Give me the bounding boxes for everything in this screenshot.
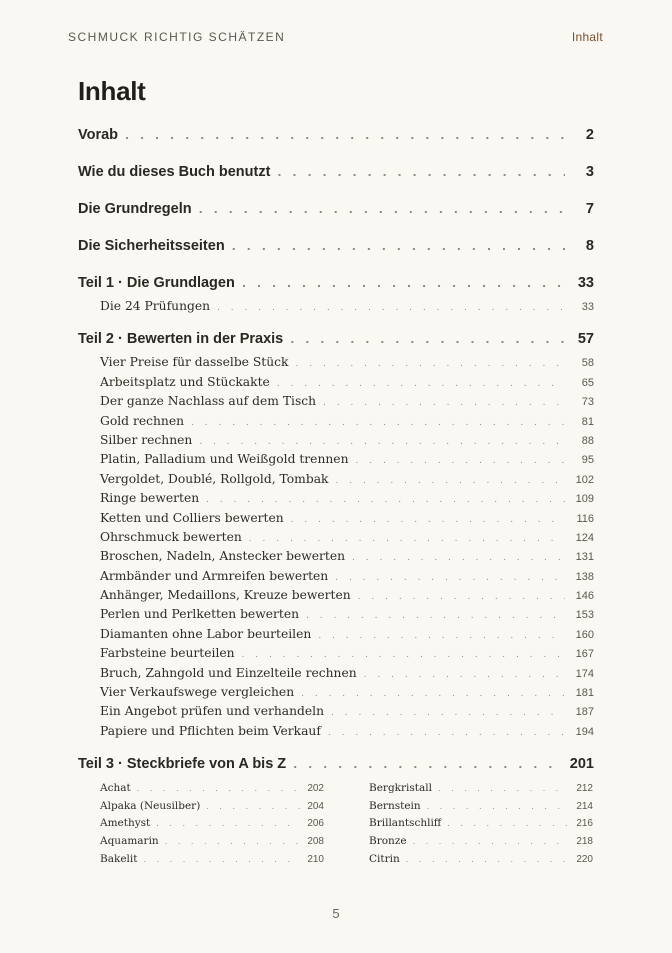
toc-page-number: 204 — [307, 800, 324, 812]
toc-page-number: 208 — [307, 835, 324, 847]
toc-page-number: 8 — [585, 238, 594, 254]
toc-entry-label: Citrin — [369, 852, 400, 865]
toc-page-number: 116 — [576, 512, 594, 525]
toc-page-number: 138 — [575, 570, 594, 583]
toc-entry-label: Arbeitsplatz und Stückakte — [100, 374, 270, 389]
dot-leader — [336, 476, 566, 486]
toc-page-number: 174 — [575, 667, 594, 680]
dot-leader — [165, 837, 300, 846]
toc-entry-label: Vier Verkaufswege vergleichen — [100, 685, 295, 700]
toc-page-number: 2 — [585, 127, 594, 143]
dot-leader — [199, 437, 565, 447]
dot-leader — [217, 303, 565, 313]
toc-entry[interactable] — [100, 375, 594, 394]
dot-leader — [156, 819, 300, 828]
dot-leader — [301, 689, 565, 699]
dot-leader — [293, 758, 563, 771]
toc-page-number: 3 — [585, 164, 594, 180]
table-of-contents — [78, 127, 594, 870]
dot-leader — [137, 784, 300, 793]
toc-page-number: 88 — [581, 434, 594, 447]
toc-entry[interactable] — [100, 724, 594, 743]
toc-entry-label: Diamanten ohne Labor beurteilen — [100, 626, 312, 641]
toc-entry-label: Bakelit — [100, 852, 138, 865]
toc-page-number: 58 — [581, 357, 594, 370]
toc-entry[interactable] — [100, 782, 324, 800]
dot-leader — [125, 129, 565, 142]
toc-page-number: 210 — [307, 853, 324, 865]
toc-entry-label: Achat — [100, 782, 131, 795]
toc-entry[interactable] — [369, 817, 593, 835]
toc-entry[interactable] — [100, 355, 594, 374]
toc-chapter-sicherheitsseiten[interactable] — [78, 238, 594, 260]
toc-entry[interactable] — [100, 588, 594, 607]
toc-page-number: 153 — [575, 609, 594, 622]
toc-entry[interactable] — [100, 817, 324, 835]
toc-part-1[interactable] — [78, 275, 594, 297]
toc-page-number: 7 — [585, 201, 594, 217]
dot-leader — [438, 784, 569, 793]
dot-leader — [356, 456, 566, 466]
toc-chapter-label: Wie du dieses Buch benutzt — [78, 164, 271, 180]
toc-chapter-vorab[interactable] — [78, 127, 594, 149]
toc-part-3[interactable] — [78, 756, 594, 778]
toc-entry[interactable] — [100, 414, 594, 433]
dot-leader — [306, 611, 565, 621]
toc-part-2-entries — [78, 355, 594, 743]
toc-page-number: 214 — [576, 800, 593, 812]
toc-chapter-label: Die Grundregeln — [78, 201, 192, 217]
toc-entry-label: Broschen, Nadeln, Anstecker bewerten — [100, 549, 346, 564]
toc-entry-label: Vier Preise für dasselbe Stück — [100, 355, 289, 370]
toc-entry-label: Ein Angebot prüfen und verhandeln — [100, 704, 325, 719]
dot-leader — [358, 592, 565, 602]
toc-entry[interactable] — [100, 472, 594, 491]
toc-chapter-label: Die Sicherheitsseiten — [78, 238, 225, 254]
dot-leader — [427, 802, 569, 811]
toc-part-label: Teil 1 · Die Grundlagen — [78, 275, 235, 291]
toc-page-number: 33 — [581, 301, 594, 313]
toc-entry[interactable] — [100, 666, 594, 685]
toc-entry[interactable] — [100, 607, 594, 626]
dot-leader — [290, 333, 565, 346]
toc-entry-label: Armbänder und Armreifen bewerten — [100, 568, 329, 583]
toc-page-number: 187 — [575, 706, 594, 719]
toc-entry-label: Ringe bewerten — [100, 491, 200, 506]
toc-page-number: 181 — [575, 687, 594, 700]
toc-part-2[interactable] — [78, 331, 594, 353]
toc-page-number: 146 — [575, 590, 594, 603]
toc-entry[interactable] — [100, 452, 594, 471]
running-head — [68, 30, 603, 44]
toc-entry[interactable] — [100, 394, 594, 413]
dot-leader — [191, 418, 565, 428]
toc-entry[interactable] — [100, 704, 594, 723]
dot-leader — [413, 837, 569, 846]
toc-entry[interactable] — [369, 782, 593, 800]
toc-entry[interactable] — [100, 530, 594, 549]
dot-leader — [249, 534, 565, 544]
toc-page-number: 201 — [569, 756, 594, 773]
toc-entry[interactable] — [369, 853, 593, 871]
toc-entry[interactable] — [100, 433, 594, 452]
toc-entry[interactable] — [100, 511, 594, 530]
dot-leader — [331, 708, 565, 718]
toc-page-number: 57 — [577, 331, 594, 348]
toc-page-number: 218 — [576, 835, 593, 847]
toc-page-number: 167 — [575, 648, 594, 661]
dot-leader — [328, 728, 565, 738]
dot-leader — [144, 855, 301, 864]
toc-part-1-entries — [78, 299, 594, 318]
dot-leader — [364, 670, 565, 680]
toc-page-number: 212 — [576, 783, 593, 795]
toc-entry-label: Aquamarin — [100, 834, 159, 847]
toc-entry[interactable] — [369, 800, 593, 818]
toc-entry[interactable] — [100, 853, 324, 871]
toc-page-number: 73 — [581, 396, 594, 409]
toc-entry-label: Brillantschliff — [369, 817, 442, 830]
toc-entry[interactable] — [100, 685, 594, 704]
toc-entry-label: Alpaka (Neusilber) — [100, 799, 201, 812]
dot-leader — [335, 573, 565, 583]
toc-entry[interactable] — [100, 549, 594, 568]
dot-leader — [352, 553, 565, 563]
toc-page-number: 220 — [576, 853, 593, 865]
toc-entry[interactable] — [100, 491, 594, 510]
toc-page-number: 124 — [575, 531, 594, 544]
dot-leader — [291, 515, 565, 525]
toc-entry-label: Papiere und Pflichten beim Verkauf — [100, 723, 321, 738]
toc-page-number: 81 — [581, 415, 594, 428]
page-title: Inhalt — [78, 76, 146, 106]
toc-chapter-benutzung[interactable] — [78, 164, 594, 186]
toc-page-number: 109 — [575, 493, 594, 506]
page-number: 5 — [332, 906, 340, 921]
toc-entry-label: Perlen und Perlketten bewerten — [100, 607, 300, 622]
toc-page-number: 202 — [307, 783, 324, 795]
toc-entry[interactable] — [369, 835, 593, 853]
toc-entry[interactable] — [100, 299, 594, 318]
dot-leader — [406, 855, 569, 864]
toc-page-number: 160 — [575, 628, 594, 641]
toc-page-number: 33 — [577, 275, 594, 291]
toc-entry-label: Bronze — [369, 834, 407, 847]
toc-entry-label: Platin, Palladium und Weißgold trennen — [100, 452, 349, 467]
toc-entry-label: Vergoldet, Doublé, Rollgold, Tombak — [100, 471, 329, 486]
dot-leader — [323, 398, 565, 408]
dot-leader — [232, 240, 565, 253]
dot-leader — [206, 802, 300, 811]
section-label: Inhalt — [571, 30, 603, 44]
dot-leader — [242, 277, 565, 290]
toc-alpha-column-left — [100, 782, 324, 870]
toc-page-number: 131 — [575, 551, 594, 564]
toc-entry-label: Bergkristall — [369, 782, 432, 795]
toc-entry-label: Anhänger, Medaillons, Kreuze bewerten — [100, 588, 351, 603]
toc-chapter-grundregeln[interactable] — [78, 201, 594, 223]
toc-entry-label: Bruch, Zahngold und Einzelteile rechnen — [100, 665, 357, 680]
toc-entry-label: Silber rechnen — [100, 432, 193, 447]
toc-part-3-entries — [78, 782, 594, 870]
toc-entry-label: Gold rechnen — [100, 413, 185, 428]
toc-page-number: 65 — [581, 376, 594, 389]
toc-part-label: Teil 3 · Steckbriefe von A bis Z — [78, 756, 287, 773]
toc-entry-label: Farbsteine beurteilen — [100, 646, 235, 661]
dot-leader — [318, 631, 565, 641]
dot-leader — [447, 819, 569, 828]
dot-leader — [242, 650, 565, 660]
dot-leader — [277, 166, 565, 179]
toc-entry-label: Die 24 Prüfungen — [100, 299, 211, 313]
dot-leader — [206, 495, 565, 505]
toc-entry-label: Amethyst — [100, 817, 151, 830]
toc-entry[interactable] — [100, 569, 594, 588]
toc-entry[interactable] — [100, 800, 324, 818]
toc-entry-label: Ohrschmuck bewerten — [100, 529, 242, 544]
toc-entry-label: Der ganze Nachlass auf dem Tisch — [100, 394, 317, 409]
toc-page-number: 95 — [581, 454, 594, 467]
dot-leader — [199, 203, 565, 216]
book-title: SCHMUCK RICHTIG SCHÄTZEN — [68, 30, 286, 44]
toc-entry[interactable] — [100, 646, 594, 665]
toc-page-number: 216 — [576, 818, 593, 830]
toc-page-number: 206 — [307, 818, 324, 830]
dot-leader — [277, 379, 565, 389]
toc-entry[interactable] — [100, 835, 324, 853]
toc-alpha-column-right — [369, 782, 593, 870]
toc-chapter-label: Vorab — [78, 127, 119, 143]
toc-entry[interactable] — [100, 627, 594, 646]
toc-entry-label: Ketten und Colliers bewerten — [100, 510, 284, 525]
toc-page-number: 102 — [575, 473, 594, 486]
toc-part-label: Teil 2 · Bewerten in der Praxis — [78, 331, 284, 348]
toc-entry-label: Bernstein — [369, 799, 421, 812]
dot-leader — [296, 359, 566, 369]
toc-page-number: 194 — [575, 725, 594, 738]
